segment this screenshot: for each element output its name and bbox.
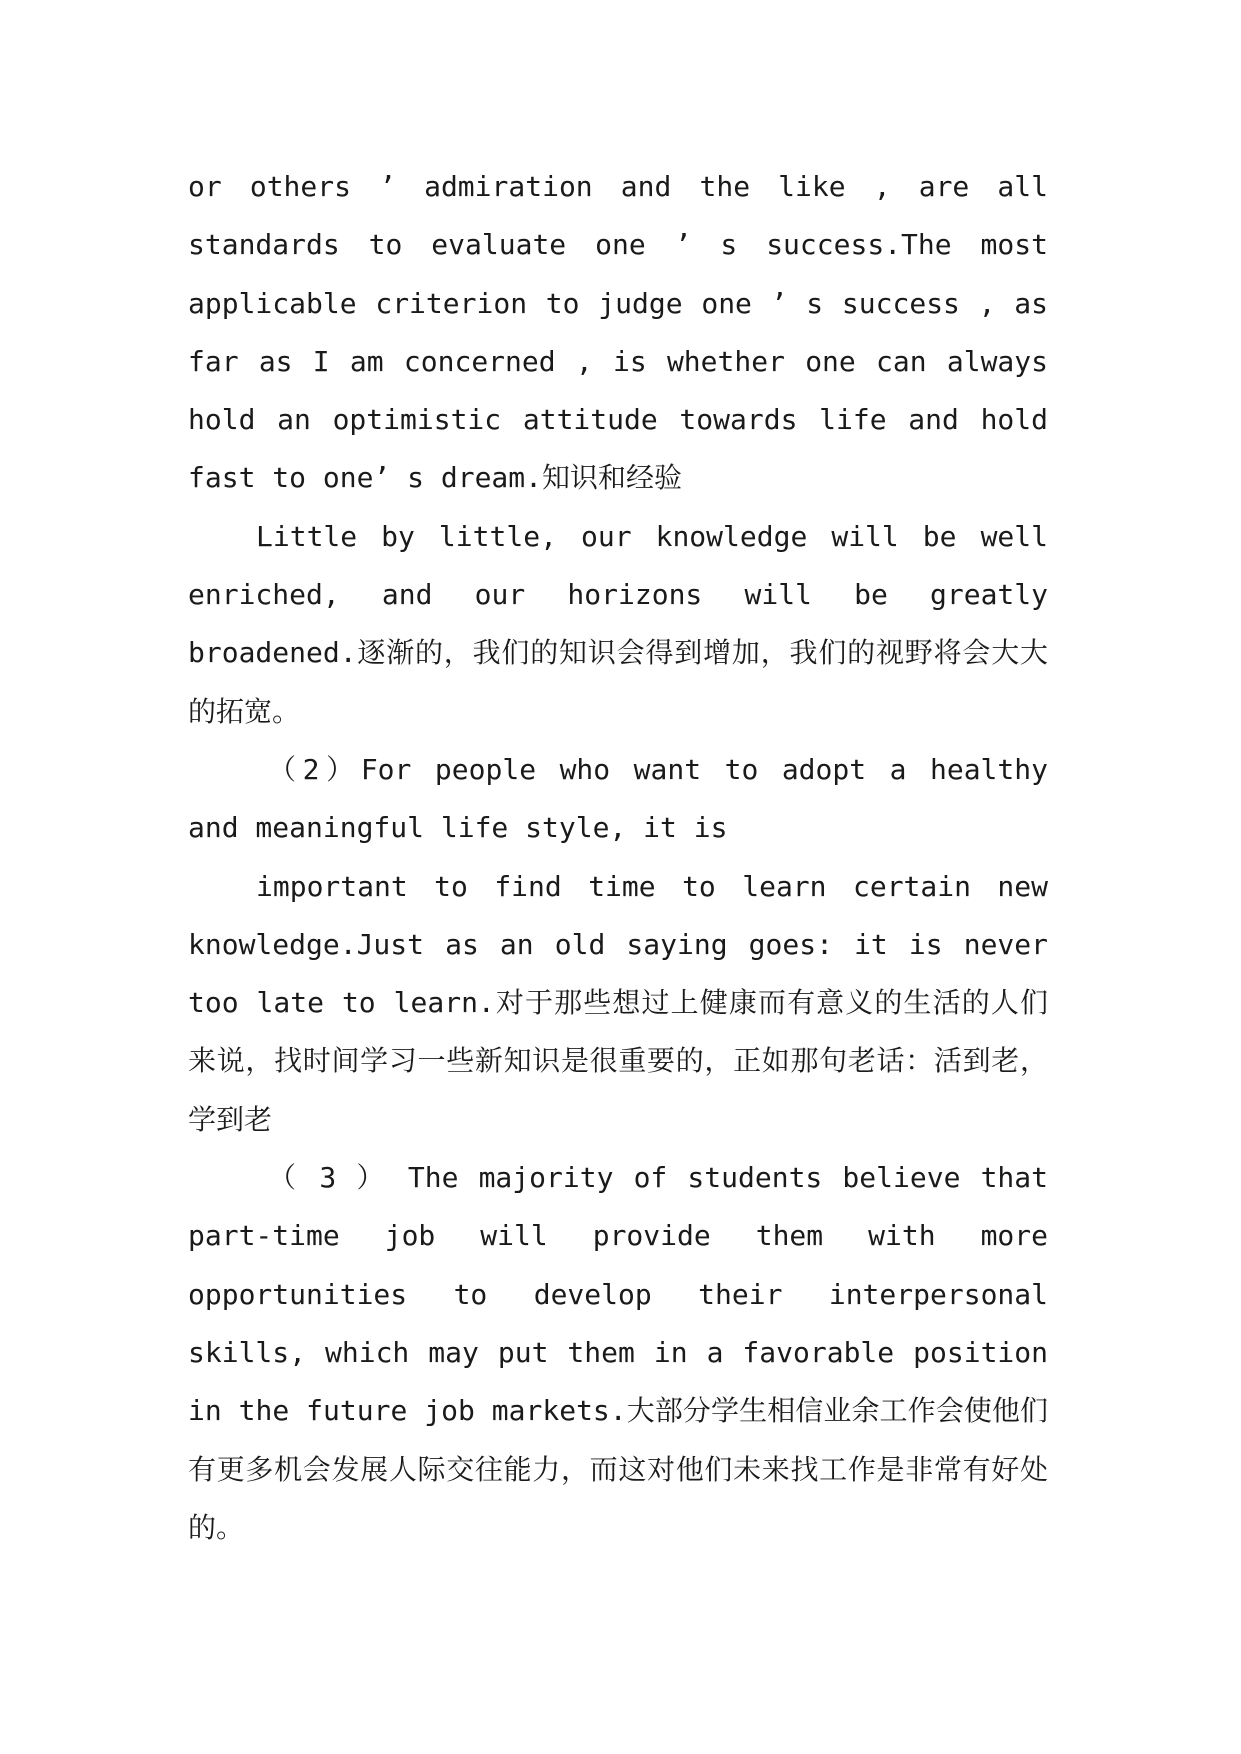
paragraph-part-time-job: （ 3 ） The majority of students believe that part-time job will provide them with more opportunities to develop their interpersonal skills, which may put them in a favorable position in the future job markets.大部分学生相信业余工作会使他们有更多机会发展人际交往能力，而这对他们未来找工作是非常有好处的。: [188, 1161, 1048, 1544]
document-body: [188, 158, 1048, 1557]
paragraph-success-criterion: or others ’ admiration and the like , are all standards to evaluate one ’ s success.The most applicable criterion to judge one ’ s success , as far as I am concerned , is whether one can always hold an optimistic attitude towards life and hold fast to one’ s dream.知识和经验: [188, 170, 1048, 495]
paragraph-knowledge-enriched: Little by little, our knowledge will be well enriched, and our horizons will be greatly broadened.逐渐的，我们的知识会得到增加，我们的视野将会大大的拓宽。: [188, 519, 1048, 728]
paragraph-healthy-lifestyle: （2）For people who want to adopt a healthy and meaningful life style, it is: [188, 752, 1048, 845]
paragraph-never-too-late: important to find time to learn certain new knowledge.Just as an old saying goes: it is never too late to learn.对于那些想过上健康而有意义的生活的人们来说，找时间学习一些新知识是很重要的，正如那句老话：活到老，学到老: [188, 869, 1048, 1136]
